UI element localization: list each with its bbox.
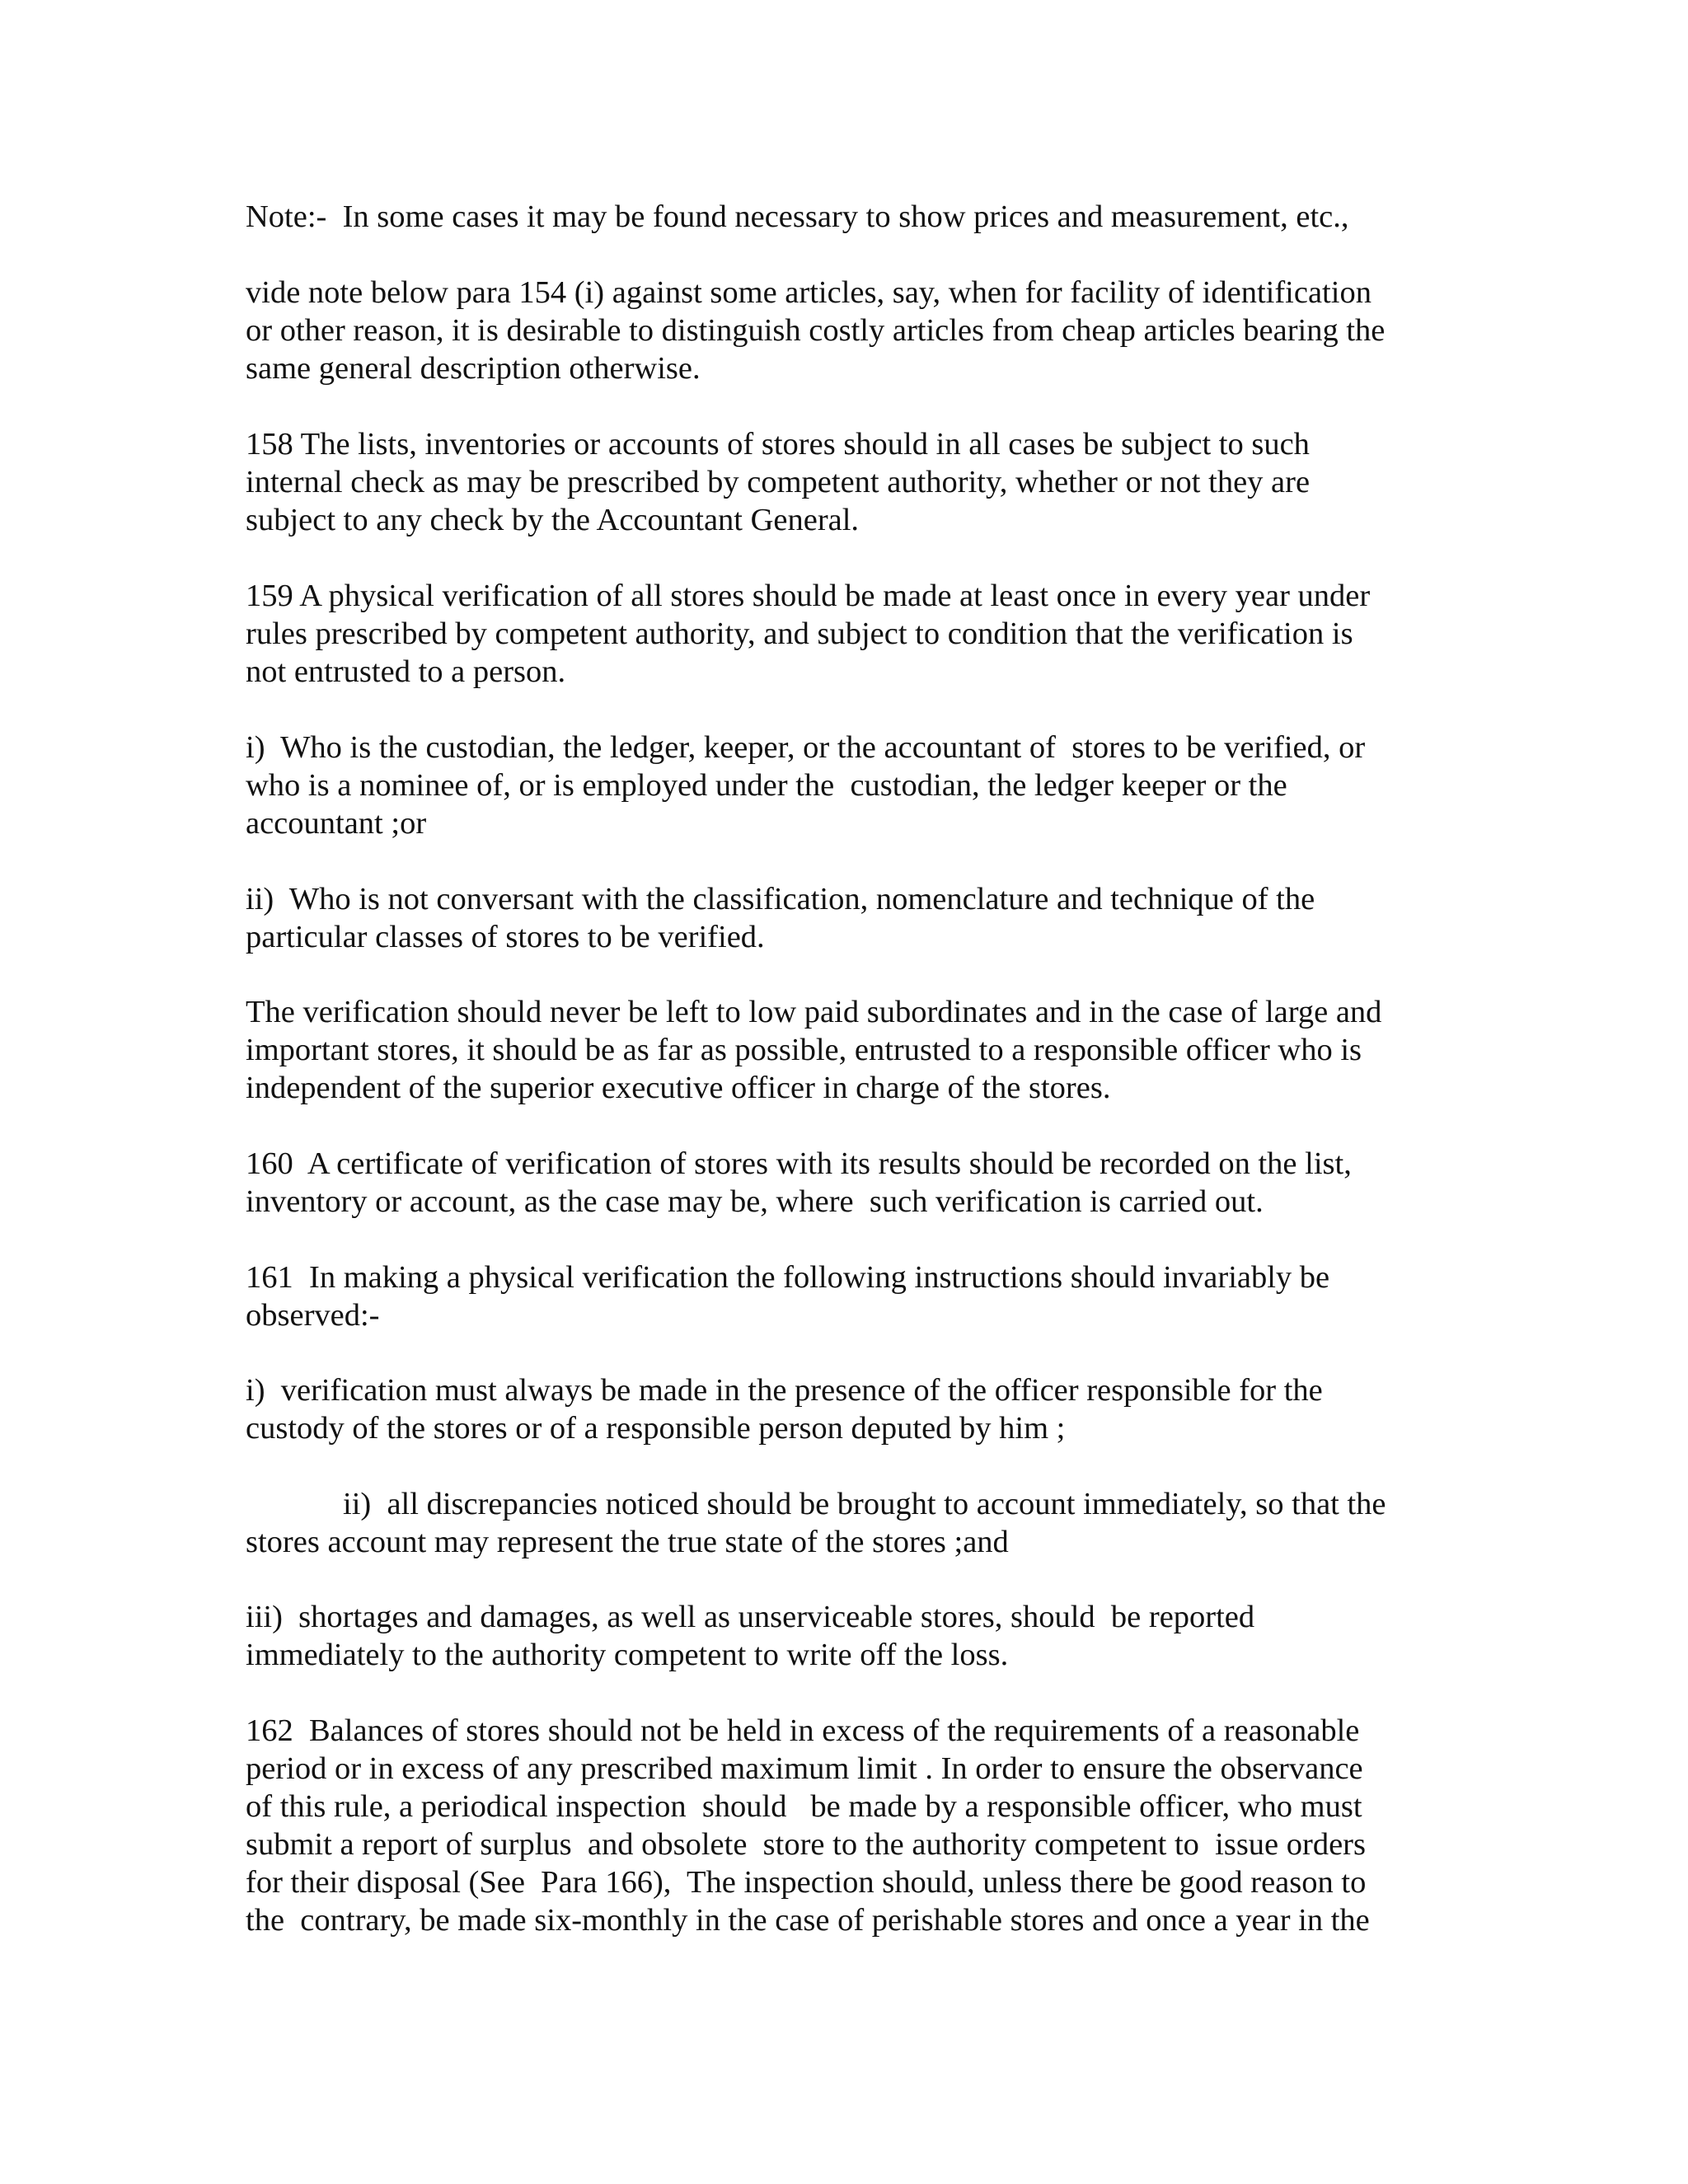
text-line: The verification should never be left to low paid subordinates and in the case of large and: [246, 995, 1382, 1029]
text-line: i) Who is the custodian, the ledger, keeper, or the accountant of stores to be verified, or: [246, 730, 1366, 765]
text-line: 160 A certificate of verification of stores with its results should be recorded on the list,: [246, 1146, 1352, 1181]
text-line: who is a nominee of, or is employed under the custodian, the ledger keeper or the: [246, 768, 1287, 803]
text-line: of this rule, a periodical inspection should be made by a responsible officer, who must: [246, 1789, 1362, 1824]
text-line: Note:- In some cases it may be found necessary to show prices and measurement, etc.,: [246, 199, 1349, 234]
text-line: subject to any check by the Accountant General.: [246, 503, 860, 537]
text-line: 158 The lists, inventories or accounts of stores should in all cases be subject to such: [246, 427, 1310, 462]
text-line: for their disposal (See Para 166), The inspection should, unless there be good reason to: [246, 1865, 1367, 1900]
text-line: submit a report of surplus and obsolete store to the authority competent to issue orders: [246, 1827, 1366, 1862]
paragraph-verification-note: [246, 993, 1449, 1107]
paragraph-162: [246, 1712, 1449, 1939]
paragraph-160: [246, 1145, 1449, 1221]
paragraph-161: [246, 1258, 1449, 1334]
text-line: observed:-: [246, 1298, 380, 1333]
text-line: or other reason, it is desirable to distinguish costly articles from cheap articles bearing the: [246, 313, 1386, 348]
paragraph-159: [246, 577, 1449, 691]
text-line: vide note below para 154 (i) against some articles, say, when for facility of identification: [246, 275, 1372, 310]
paragraph-159-item-ii: [246, 880, 1449, 956]
text-line: same general description otherwise.: [246, 351, 701, 386]
text-line: independent of the superior executive officer in charge of the stores.: [246, 1071, 1111, 1105]
paragraph-note: [246, 198, 1449, 236]
paragraph-161-item-i: [246, 1371, 1449, 1447]
text-line: important stores, it should be as far as possible, entrusted to a responsible officer who is: [246, 1033, 1362, 1067]
text-line: ii) Who is not conversant with the classification, nomenclature and technique of the: [246, 882, 1315, 916]
text-line: 161 In making a physical verification the following instructions should invariably be: [246, 1260, 1330, 1295]
paragraph-161-item-ii: [246, 1485, 1449, 1561]
text-line: the contrary, be made six-monthly in the case of perishable stores and once a year in the: [246, 1903, 1370, 1938]
text-line: stores account may represent the true state of the stores ;and: [246, 1525, 1009, 1559]
paragraph-159-item-i: [246, 729, 1449, 842]
text-line: period or in excess of any prescribed maximum limit . In order to ensure the observance: [246, 1751, 1363, 1786]
text-line: custody of the stores or of a responsible person deputed by him ;: [246, 1411, 1066, 1446]
paragraph-158: [246, 425, 1449, 539]
text-line: inventory or account, as the case may be, where such verification is carried out.: [246, 1184, 1264, 1219]
paragraph-161-item-iii: [246, 1598, 1449, 1674]
text-line: not entrusted to a person.: [246, 654, 566, 689]
text-line: rules prescribed by competent authority, and subject to condition that the verification is: [246, 616, 1353, 651]
text-line: ii) all discrepancies noticed should be brought to account immediately, so that the: [343, 1487, 1386, 1521]
text-line: immediately to the authority competent to write off the loss.: [246, 1638, 1009, 1672]
paragraph-vide-note: [246, 274, 1449, 387]
text-line: particular classes of stores to be verified.: [246, 920, 765, 954]
text-line: iii) shortages and damages, as well as unserviceable stores, should be reported: [246, 1600, 1255, 1634]
text-line: i) verification must always be made in the presence of the officer responsible for the: [246, 1373, 1323, 1408]
text-line: 162 Balances of stores should not be held in excess of the requirements of a reasonable: [246, 1713, 1360, 1748]
text-line: accountant ;or: [246, 806, 427, 841]
text-line: 159 A physical verification of all stores should be made at least once in every year under: [246, 579, 1371, 613]
text-line: internal check as may be prescribed by competent authority, whether or not they are: [246, 465, 1311, 499]
